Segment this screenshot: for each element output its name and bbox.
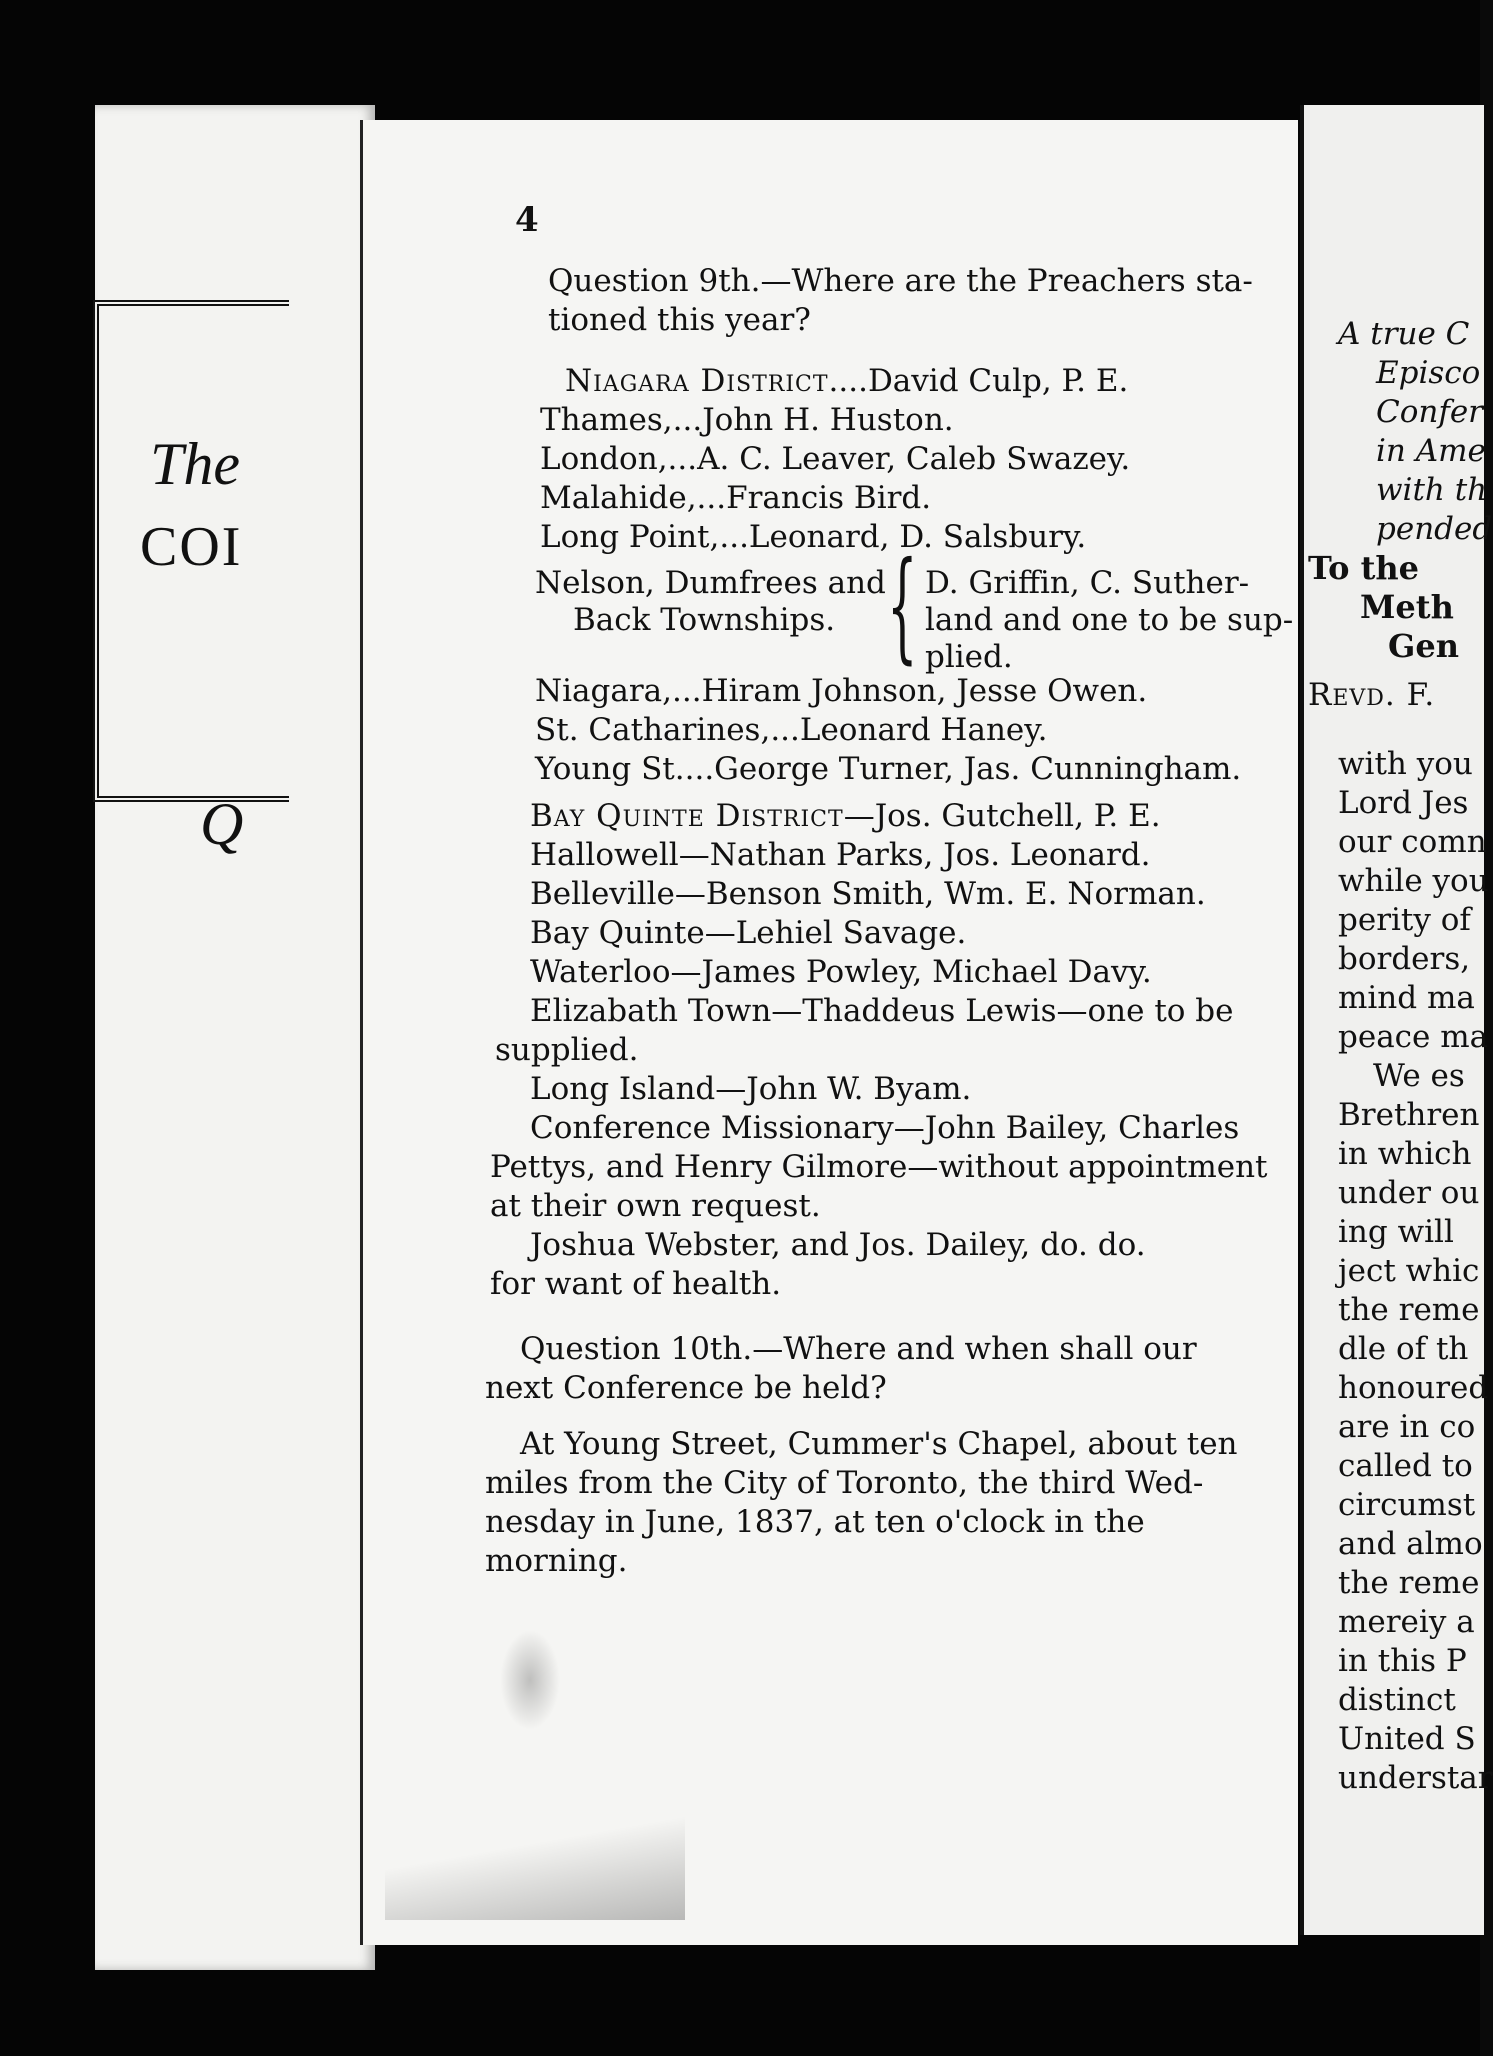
station-line: Malahide,...Francis Bird. <box>540 480 932 516</box>
station-line: Waterloo—James Powley, Michael Davy. <box>530 954 1152 990</box>
right-line: distinct <box>1338 1682 1456 1718</box>
curly-brace-icon: { <box>887 537 918 676</box>
question-line: tioned this year? <box>548 302 811 338</box>
niagara-district-block-2 <box>535 672 1295 789</box>
station-line: Belleville—Benson Smith, Wm. E. Norman. <box>530 876 1206 912</box>
station-line: Long Island—John W. Byam. <box>530 1071 972 1107</box>
question-10 <box>485 1330 1285 1408</box>
station-line: Pettys, and Henry Gilmore—without appointment <box>490 1149 1268 1185</box>
right-line: and almo <box>1338 1526 1483 1562</box>
right-page-text <box>1308 315 1493 1798</box>
right-line: mind ma <box>1338 980 1475 1016</box>
right-line: We es <box>1373 1058 1465 1094</box>
bay-quinte-district-block <box>490 797 1295 1304</box>
right-line: United S <box>1338 1721 1476 1757</box>
braced-right-line: D. Griffin, C. Suther- <box>925 565 1250 601</box>
district-heading-rest: ....David Culp, P. E. <box>828 363 1129 399</box>
right-salutation: Revd. F. <box>1308 677 1436 713</box>
right-line: Meth <box>1360 588 1454 626</box>
braced-entry-right <box>925 565 1295 676</box>
right-line: peace ma <box>1338 1019 1489 1055</box>
question-line: next Conference be held? <box>485 1370 887 1406</box>
answer-line: miles from the City of Toronto, the third Wed- <box>485 1465 1204 1501</box>
district-heading-name: Bay Quinte District <box>530 798 844 834</box>
right-line: understar <box>1338 1760 1493 1796</box>
braced-left-line: Back Townships. <box>573 602 836 638</box>
question-line: Question 9th.—Where are the Preachers sta- <box>548 263 1253 299</box>
right-line: dle of th <box>1338 1331 1469 1367</box>
page-fold-shadow <box>385 1800 685 1920</box>
right-body <box>1338 745 1493 1798</box>
right-line: perity of <box>1338 902 1471 938</box>
page-smudge <box>500 1630 560 1730</box>
right-line: called to <box>1338 1448 1473 1484</box>
right-line: Episco <box>1376 355 1481 391</box>
district-heading-rest: —Jos. Gutchell, P. E. <box>843 798 1161 834</box>
district-heading-name: Niagara District <box>565 363 829 399</box>
station-line: Conference Missionary—John Bailey, Charles <box>530 1110 1240 1146</box>
right-line: the reme <box>1338 1565 1480 1601</box>
station-line: Bay Quinte—Lehiel Savage. <box>530 915 967 951</box>
right-line: Gen <box>1388 627 1459 665</box>
right-line: Brethren <box>1338 1097 1480 1133</box>
district-heading <box>540 362 1290 401</box>
braced-right-line: plied. <box>925 639 1013 675</box>
braced-right-line: land and one to be sup- <box>925 602 1294 638</box>
right-line: To the <box>1308 549 1420 587</box>
answer-line: morning. <box>485 1543 628 1579</box>
right-line: in which <box>1338 1136 1472 1172</box>
right-line: mereiy a <box>1338 1604 1475 1640</box>
right-line: borders, <box>1338 941 1471 977</box>
station-line: Long Point,...Leonard, D. Salsbury. <box>540 519 1087 555</box>
page-number: 4 <box>515 200 539 240</box>
station-line: St. Catharines,...Leonard Haney. <box>535 712 1048 748</box>
station-line: for want of health. <box>490 1266 782 1302</box>
right-heading <box>1308 549 1488 666</box>
question-9 <box>548 262 1288 340</box>
right-line: A true C <box>1338 316 1470 352</box>
right-line: with you <box>1338 746 1473 782</box>
niagara-district-block <box>540 362 1290 557</box>
station-line: London,...A. C. Leaver, Caleb Swazey. <box>540 441 1131 477</box>
station-line: Elizabath Town—Thaddeus Lewis—one to be <box>530 993 1234 1029</box>
right-line: under ou <box>1338 1175 1480 1211</box>
right-line: ject whic <box>1338 1253 1480 1289</box>
answer-line: nesday in June, 1837, at ten o'clock in the <box>485 1504 1145 1540</box>
right-line: the reme <box>1338 1292 1480 1328</box>
answer-line: At Young Street, Cummer's Chapel, about ten <box>520 1426 1238 1462</box>
cover-title-line: The <box>150 431 240 497</box>
cover-title-line: Q <box>200 791 244 857</box>
station-line: Thames,...John H. Huston. <box>540 402 954 438</box>
right-line: with th <box>1376 472 1488 508</box>
right-line: honoured <box>1338 1370 1489 1406</box>
right-line: in Ame <box>1376 433 1486 469</box>
district-heading <box>530 797 1295 836</box>
right-line: our comn <box>1338 824 1487 860</box>
station-line: Niagara,...Hiram Johnson, Jesse Owen. <box>535 673 1148 709</box>
right-line: Lord Jes <box>1338 785 1469 821</box>
answer-10 <box>485 1425 1285 1581</box>
right-line: circumst <box>1338 1487 1476 1523</box>
station-line: supplied. <box>495 1032 639 1068</box>
right-italic-title <box>1338 315 1493 549</box>
station-line: Hallowell—Nathan Parks, Jos. Leonard. <box>530 837 1151 873</box>
station-line: Young St....George Turner, Jas. Cunningham. <box>535 751 1242 787</box>
braced-left-line: Nelson, Dumfrees and <box>535 565 886 601</box>
station-line: Joshua Webster, and Jos. Dailey, do. do. <box>530 1227 1146 1263</box>
right-line: ing will <box>1338 1214 1454 1250</box>
right-line: pended <box>1376 511 1493 547</box>
right-line: in this P <box>1338 1643 1467 1679</box>
right-line: are in co <box>1338 1409 1476 1445</box>
right-line: while you <box>1338 863 1489 899</box>
braced-entry-left <box>535 565 886 639</box>
right-line: Confer <box>1376 394 1483 430</box>
station-line: at their own request. <box>490 1188 821 1224</box>
cover-title-line: COI <box>140 516 243 578</box>
question-line: Question 10th.—Where and when shall our <box>520 1331 1197 1367</box>
